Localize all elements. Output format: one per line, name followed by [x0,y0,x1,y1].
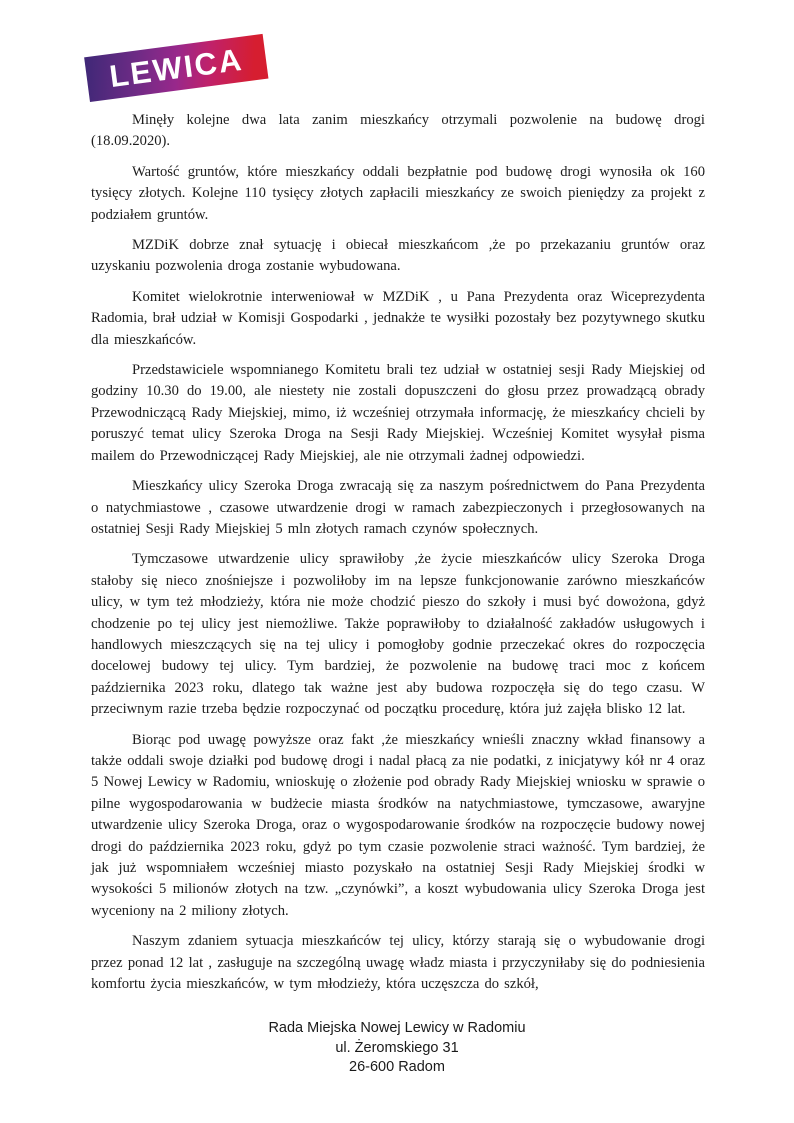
paragraph: Komitet wielokrotnie interweniował w MZDiK , u Pana Prezydenta oraz Wiceprezydenta Radomia, brał udział w Komisji Gospodarki , jednakże te wysiłki pozostały bez pozytywnego skutku dla mieszkańców. [91,288,705,348]
paragraph: MZDiK dobrze znał sytuację i obiecał mieszkańcom ,że po przekazaniu gruntów oraz uzyskaniu pozwolenia droga zostanie wybudowana. [91,237,705,275]
footer-line: 26-600 Radom [349,1059,445,1075]
lewica-logo-text: LEWICA [107,41,246,95]
footer-line: ul. Żeromskiego 31 [335,1039,459,1056]
footer-address [0,1019,794,1078]
paragraph: Przedstawiciele wspomnianego Komitetu brali tez udział w ostatniej sesji Rady Miejskiej od godziny 10.30 do 19.00, ale niestety nie zostali dopuszczeni do głosu przez prowadzącą obrady Przewodniczącą Rady Miejskiej, mimo, iż wcześniej otrzymała informację, że mieszkańcy chcieli by poruszyć temat ulicy Szeroka Droga na Sesji Rady Miejskiej. Wcześniej Komitet wysyłał pisma mailem do Przewodniczącej Rady Miejskiej, ale nie otrzymali żadnej odpowiedzi. [91,362,705,464]
paragraph: Minęły kolejne dwa lata zanim mieszkańcy otrzymali pozwolenie na budowę drogi (18.09.2020). [91,112,705,150]
paragraph: Biorąc pod uwagę powyższe oraz fakt ,że mieszkańcy wnieśli znaczny wkład finansowy a także oddali swoje działki pod budowę drogi i nadal płacą za nie podatki, z inicjatywy kół nr 4 oraz 5 Nowej Lewicy w Radomiu, wnioskuję o złożenie pod obrady Rady Miejskiej wniosku w sprawie o pilne wygospodarowania w budżecie miasta środków na natychmiastowe, tymczasowe, awaryjne utwardzenie ulicy Szeroka Droga, oraz o wygospodarowanie środków na rozpoczęcie budowy nowej drogi do października 2023 roku, gdyż po tym czasie pozwolenie straci ważność. Tym bardziej, że jak już wspomniałem wcześniej miasto pozyskało na ostatniej Sesji Rady Miejskiej środki w wysokości 5 milionów złotych na tzw. „czynówki”, a koszt wybudowania ulicy Szeroka Droga jest wyceniony na 2 miliony złotych. [91,731,705,919]
paragraph: Tymczasowe utwardzenie ulicy sprawiłoby ,że życie mieszkańców ulicy Szeroka Droga stałoby się nieco znośniejsze i pozwoliłoby im na lepsze funkcjonowanie zarówno mieszkańców ulicy, w tym też młodzieży, która nie może chodzić pieszo do szkoły i musi być dowożona, gdyż chodzenie po tej ulicy jest niemożliwe. Także poprawiłoby to działalność zakładów usługowych i handlowych mieszczących się na tej ulicy i pomogłoby godnie przeczekać okres do rozpoczęcia docelowej budowy tej ulicy. Tym bardziej, że pozwolenie na budowę traci moc z końcem października 2023 roku, dlatego tak ważne jest aby budowa rozpoczęła się do tego czasu. W przeciwnym razie trzeba będzie rozpoczynać od początku procedurę, która już zajęła blisko 12 lat. [91,551,705,718]
document-body [91,110,705,1004]
footer-line: Rada Miejska Nowej Lewicy w Radomiu [268,1020,526,1036]
lewica-logo [84,34,268,102]
paragraph: Wartość gruntów, które mieszkańcy oddali bezpłatnie pod budowę drogi wynosiła ok 160 tysięcy złotych. Kolejne 110 tysięcy złotych zapłacili mieszkańcy ze swoich pieniędzy za projekt z podziałem gruntów. [91,163,705,223]
paragraph: Mieszkańcy ulicy Szeroka Droga zwracają się za naszym pośrednictwem do Pana Prezydenta o natychmiastowe , czasowe utwardzenie drogi w ramach zabezpieczonych i przegłosowanych na ostatniej Sesji Rady Miejskiej 5 mln złotych ramach czynów społecznych. [91,478,705,537]
paragraph: Naszym zdaniem sytuacja mieszkańców tej ulicy, którzy starają się o wybudowanie drogi przez ponad 12 lat , zasługuje na szczególną uwagę władz miasta i przyczyniłaby się do podniesienia komfortu życia mieszkańców, w tym młodzieży, która uczęszcza do szkół, [91,933,705,993]
